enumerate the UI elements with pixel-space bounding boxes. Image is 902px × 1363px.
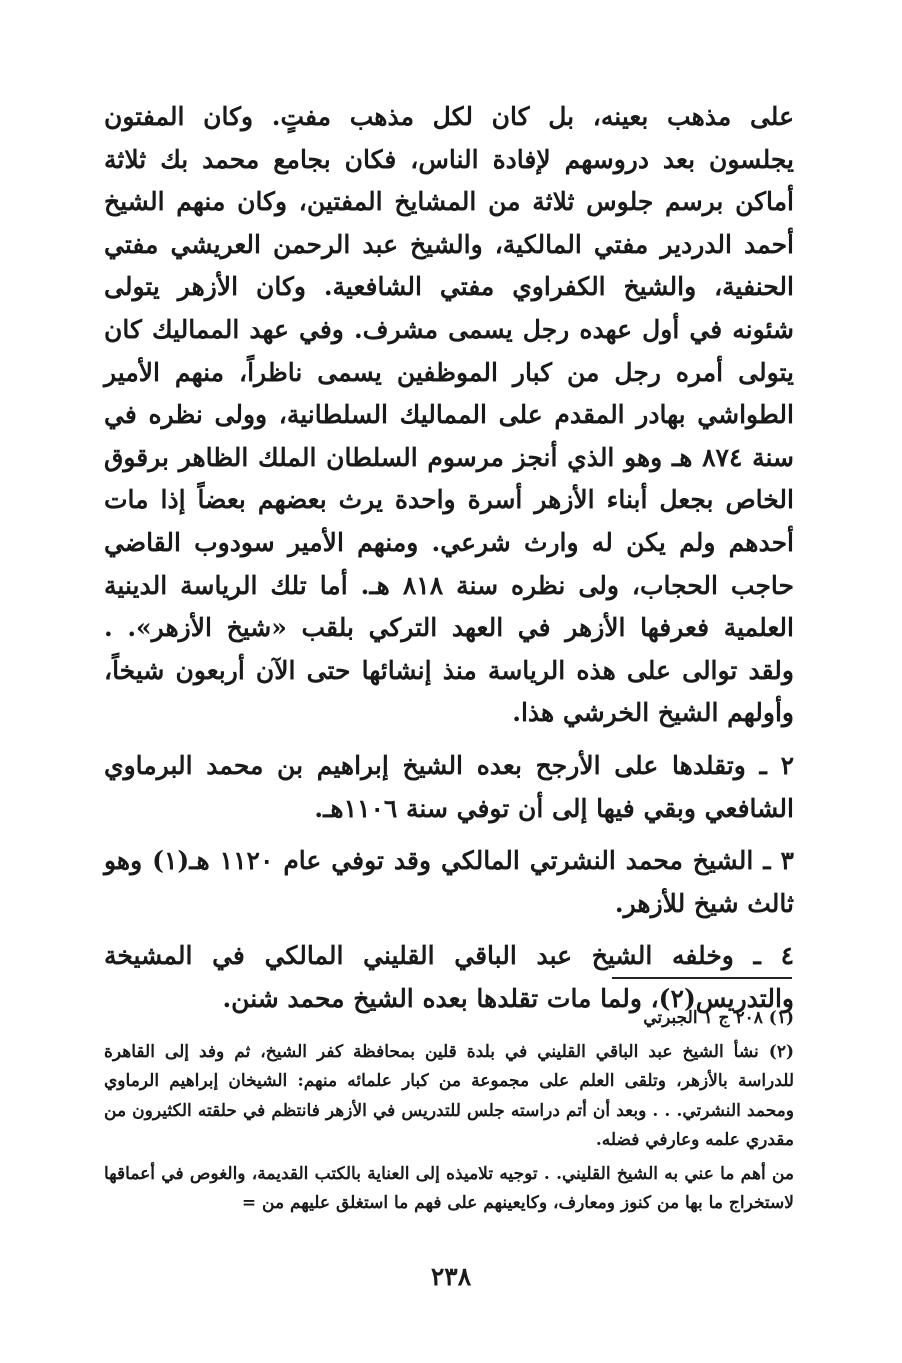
page-number: ٢٣٨ bbox=[430, 1262, 472, 1291]
footnote-2: (٢) نشأ الشيخ عبد الباقي القليني في بلدة قلين بمحافظة كفر الشيخ، ثم وفد إلى القاهرة للدراسة بالأزهر، وتلقى العلم على مجموعة من كبار علمائه منهم: الشيخان إبراهيم الرماوي ومحمد النشرتي. . . وبعد أن أتم دراسته جلس للتدريس في الأزهر فانتظم في حلقته الكثيرون من مقدري علمه وعارفي فضله. bbox=[104, 1041, 794, 1150]
footnote-1: (١) ٢٠٨ ج ١ الجبرتي bbox=[643, 1008, 794, 1028]
footnote-2-continuation: من أهم ما عني به الشيخ القليني. . توجيه تلاميذه إلى العناية بالكتب القديمة، والغوص في أعماقها لاستخراج ما بها من كنوز ومعارف، وكايعينهم على فهم ما استغلق عليهم من = bbox=[104, 1163, 794, 1213]
body-paragraph-1: على مذهب بعينه، بل كان لكل مذهب مفتٍ. وكان المفتون يجلسون بعد دروسهم لإفادة الناس، فكان بجامع محمد بك ثلاثة أماكن برسم جلوس ثلاثة من المشايخ المفتين، وكان منهم الشيخ أحمد الدردير مفتي المالكية، والشيخ عبد الرحمن العريشي مفتي الحنفية، والشيخ الكفراوي مفتي الشافعية. وكان الأزهر يتولى شئونه في أول عهده رجل يسمى مشرف. وفي عهد المماليك كان يتولى أمره رجل من كبار الموظفين يسمى ناظراً، منهم الأمير الطواشي بهادر المقدم على المماليك السلطانية، وولى نظره في سنة ٨٧٤ هـ وهو الذي أنجز مرسوم السلطان الملك الظاهر برقوق الخاص بجعل أبناء الأزهر أسرة واحدة يرث بعضهم بعضاً إذا مات أحدهم ولم يكن له وارث شرعي. ومنهم الأمير سودوب القاضي حاجب الحجاب، ولى نظره سنة ٨١٨ هـ. أما تلك الرياسة الدينية العلمية فعرفها الأزهر في العهد التركي بلقب «شيخ الأزهر». . ولقد توالى على هذه الرياسة منذ إنشائها حتى الآن أربعون شيخاً، وأولهم الشيخ الخرشي هذا. bbox=[104, 102, 795, 728]
list-item-2: ٢ ـ وتقلدها على الأرجح بعده الشيخ إبراهيم بن محمد البرماوي الشافعي وبقي فيها إلى أن توفي سنة ١١٠٦هـ. bbox=[104, 750, 794, 823]
footnote-divider bbox=[612, 977, 792, 979]
list-item-3: ٣ ـ الشيخ محمد النشرتي المالكي وقد توفي عام ١١٢٠ هـ(١) وهو ثالث شيخ للأزهر. bbox=[104, 846, 794, 918]
main-body-text bbox=[104, 96, 794, 1020]
list-item-4: ٤ ـ وخلفه الشيخ عبد الباقي القليني المالكي في المشيخة والتدريس(٢)، ولما مات تقلدها بعده الشيخ محمد شنن. bbox=[104, 941, 794, 1013]
footnotes-section bbox=[104, 1004, 794, 1219]
